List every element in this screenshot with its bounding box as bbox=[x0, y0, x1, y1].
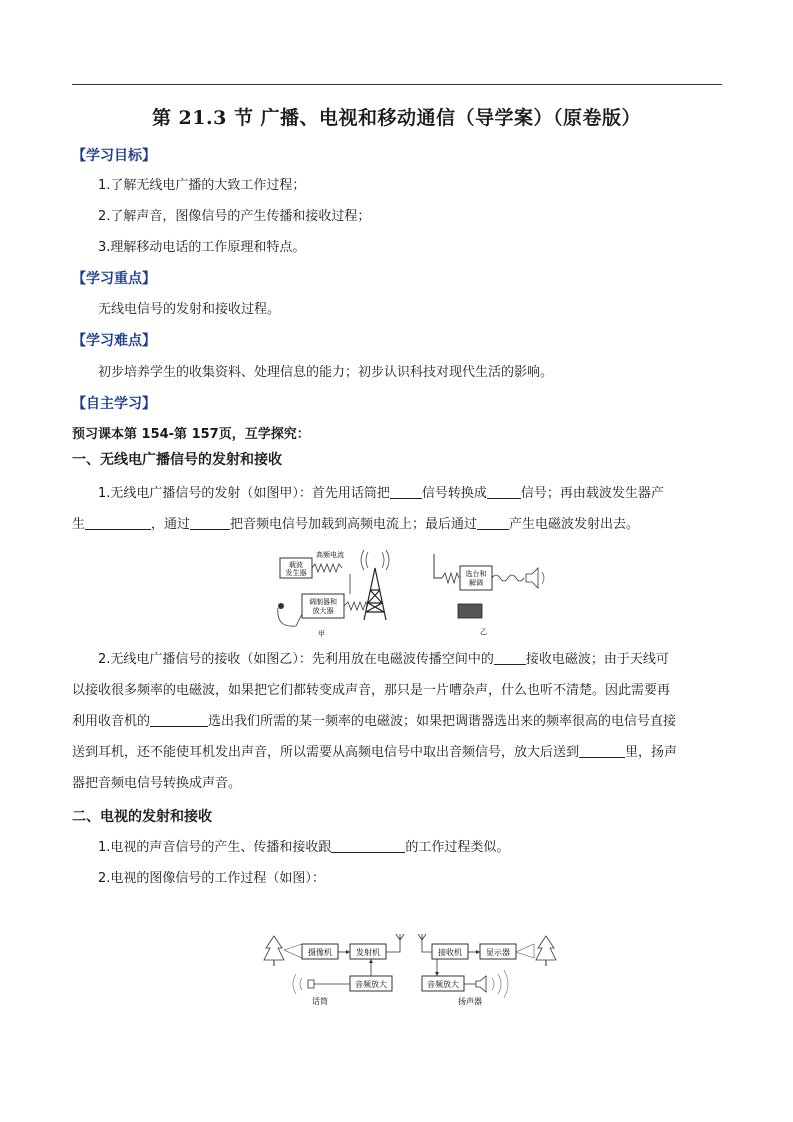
blank-9 bbox=[331, 840, 405, 853]
antenna-tower-icon bbox=[361, 550, 389, 620]
audio-wave bbox=[492, 575, 524, 581]
audio-amp2-label: 音频放大 bbox=[427, 980, 459, 989]
p2-line2: 以接收很多频率的电磁波，如果把它们都转变成声音，那只是一片嘈杂声，什么也听不清楚。因此需要再 bbox=[72, 683, 671, 698]
hf-current-label: 高频电流 bbox=[316, 551, 344, 559]
microphone-icon bbox=[308, 980, 314, 988]
mic-label: 话筒 bbox=[312, 997, 328, 1006]
speaker-label: 扬声器 bbox=[458, 997, 482, 1006]
preview-instruction: 预习课本第 154-第 157页，互学探究： bbox=[72, 427, 310, 442]
label-yi: 乙 bbox=[480, 628, 487, 636]
tuner-label-2: 解调 bbox=[469, 579, 483, 587]
mic-cable bbox=[278, 608, 302, 626]
p1-text-g: 产生电磁波发射出去。 bbox=[509, 517, 640, 532]
speaker-icon bbox=[526, 568, 538, 588]
p2-line3 bbox=[72, 714, 676, 730]
sound-waves-right bbox=[492, 970, 508, 998]
blank-7 bbox=[150, 714, 208, 727]
p2-text-a: 2.无线电广播信号的接收（如图乙）：先利用放在电磁波传播空间中的 bbox=[98, 652, 494, 667]
tv-speaker-icon bbox=[476, 976, 486, 992]
p2-line5: 器把音频电信号转换成声音。 bbox=[72, 776, 242, 791]
p2-line1 bbox=[98, 652, 669, 668]
goal-2: 2.了解声音，图像信号的产生传播和接收过程； bbox=[98, 209, 371, 224]
p1-text-d: 生 bbox=[72, 517, 86, 532]
radio-receiver-figure bbox=[434, 554, 544, 636]
tv1-text-a: 1.电视的声音信号的产生、传播和接收跟 bbox=[98, 840, 332, 855]
key-text: 无线电信号的发射和接收过程。 bbox=[98, 302, 281, 317]
goal-3: 3.理解移动电话的工作原理和特点。 bbox=[98, 240, 306, 255]
difficulty-heading: 【学习难点】 bbox=[72, 333, 156, 349]
camera-label: 摄像机 bbox=[308, 948, 332, 957]
blank-8 bbox=[579, 745, 625, 758]
transmitter-label: 发射机 bbox=[356, 948, 380, 957]
audio-amp-label: 音频放大 bbox=[355, 980, 387, 989]
blank-6 bbox=[494, 652, 526, 665]
p2-text-d: 利用收音机的 bbox=[72, 714, 151, 729]
part2-heading: 二、电视的发射和接收 bbox=[72, 809, 212, 825]
modulated-wave bbox=[344, 602, 368, 610]
p1-line2 bbox=[72, 517, 639, 533]
received-wave bbox=[442, 573, 459, 583]
modulator-label-1: 调制器和 bbox=[309, 598, 337, 606]
part1-heading: 一、无线电广播信号的发射和接收 bbox=[72, 452, 282, 468]
modulator-label-2: 放大器 bbox=[312, 607, 334, 615]
page-title: 第 21.3 节 广播、电视和移动通信（导学案）（原卷版） bbox=[151, 107, 642, 129]
goal-1: 1.了解无线电广播的大致工作过程； bbox=[98, 178, 306, 193]
self-study-heading: 【自主学习】 bbox=[72, 396, 156, 412]
p2-text-b: 接收电磁波；由于天线可 bbox=[525, 652, 669, 667]
key-heading: 【学习重点】 bbox=[72, 271, 156, 287]
hf-wave bbox=[312, 564, 342, 572]
radio-icon bbox=[458, 604, 482, 618]
blank-3 bbox=[85, 517, 151, 530]
blank-5 bbox=[477, 517, 509, 530]
p1-line1 bbox=[98, 486, 664, 502]
p2-text-g: 里，扬声 bbox=[625, 745, 678, 760]
p2-line4 bbox=[72, 745, 677, 761]
header-rule bbox=[72, 84, 722, 85]
tv-line1 bbox=[98, 840, 509, 856]
receive-antenna-icon bbox=[422, 934, 432, 952]
tree-left-icon bbox=[264, 936, 284, 966]
carrier-label-2: 发生器 bbox=[285, 569, 307, 577]
carrier-label-1: 载波 bbox=[289, 561, 303, 569]
sound-waves-left bbox=[293, 974, 302, 994]
tree-right-icon bbox=[536, 936, 556, 966]
p1-text-a: 1.无线电广播信号的发射（如图甲）：首先用话筒把 bbox=[98, 486, 390, 501]
blank-4 bbox=[190, 517, 230, 530]
tv-line2: 2.电视的图像信号的工作过程（如图）： bbox=[98, 871, 325, 886]
receiver-label: 接收机 bbox=[438, 948, 462, 957]
p2-text-e: 选出我们所需的某一频率的电磁波；如果把调谐器选出来的频率很高的电信号直接 bbox=[208, 714, 677, 729]
blank-2 bbox=[487, 486, 521, 499]
light-cone-left bbox=[284, 944, 302, 958]
goals-heading: 【学习目标】 bbox=[72, 148, 156, 164]
p1-text-c: 信号；再由载波发生器产 bbox=[520, 486, 664, 501]
tv1-text-b: 的工作过程类似。 bbox=[405, 840, 510, 855]
p2-text-f: 送到耳机，还不能使耳机发出声音，所以需要从高频电信号中取出音频信号，放大后送到 bbox=[72, 745, 580, 760]
p1-text-f: 把音频电信号加载到高频电流上；最后通过 bbox=[230, 517, 478, 532]
difficulty-text: 初步培养学生的收集资料、处理信息的能力；初步认识科技对现代生活的影响。 bbox=[98, 365, 554, 380]
microphone-icon bbox=[278, 603, 284, 609]
p1-text-b: 信号转换成 bbox=[421, 486, 487, 501]
radio-broadcast-figure bbox=[268, 548, 558, 640]
display-label: 显示器 bbox=[486, 948, 510, 957]
label-jia: 甲 bbox=[318, 630, 325, 638]
light-cone-right bbox=[516, 944, 534, 958]
tv-signal-figure bbox=[262, 928, 562, 1008]
receiver-antenna-icon bbox=[434, 554, 442, 578]
tuner-label-1: 选台和 bbox=[465, 570, 487, 578]
blank-1 bbox=[390, 486, 422, 499]
p1-text-e: ，通过 bbox=[151, 517, 191, 532]
